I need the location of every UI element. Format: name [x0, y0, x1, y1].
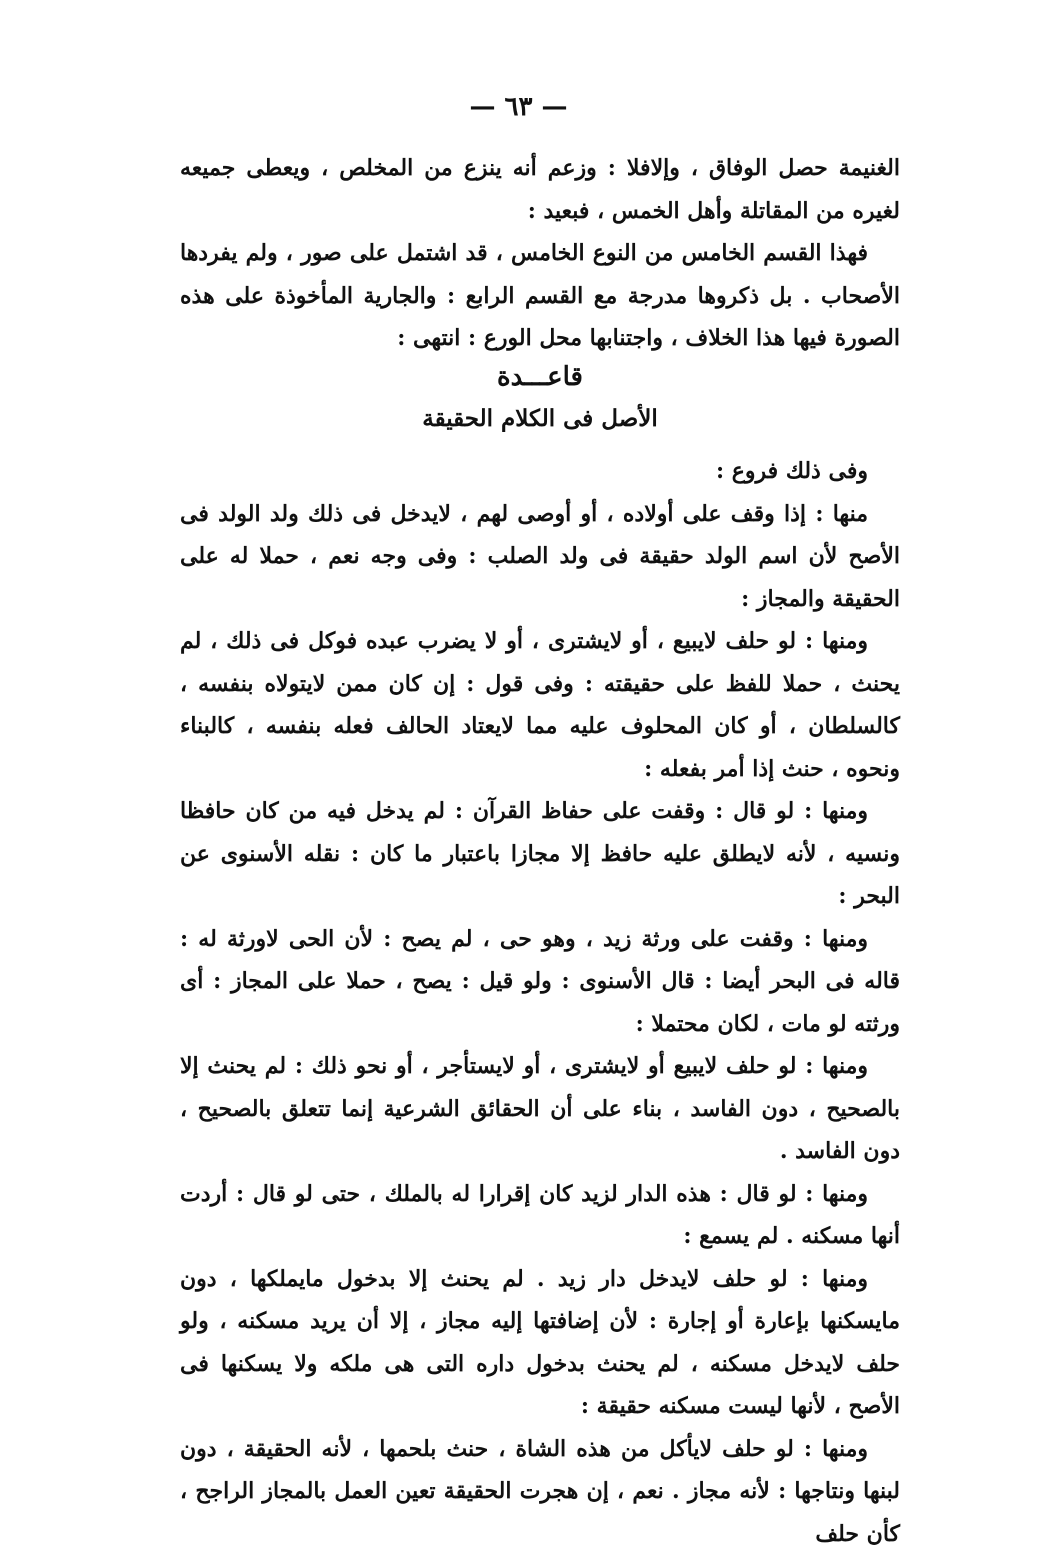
paragraph-branch-4: ومنها : وقفت على ورثة زيد ، وهو حى ، لم يصح : لأن الحى لاورثة له : قاله فى البحر أيضا : قال الأسنوى : ولو قيل : يصح ، حملا على المجاز : أى ورثته لو مات ، لكان محتملا :	[180, 918, 900, 1046]
rule-title: الأصل فى الكلام الحقيقة	[180, 405, 900, 432]
paragraph-branch-2: ومنها : لو حلف لايبيع ، أو لايشترى ، أو لا يضرب عبده فوكل فى ذلك ، لم يحنث ، حملا للفظ على حقيقته : وفى قول : إن كان ممن لايتولاه بنفسه ، كالسلطان ، أو كان المحلوف عليه مما لايعتاد الحالف فعله بنفسه ، كالبناء ونحوه ، حنث إذا أمر بفعله :	[180, 620, 900, 790]
paragraph-continuation: الغنيمة حصل الوفاق ، وإلافلا : وزعم أنه ينزع من المخلص ، ويعطى جميعه لغيره من المقاتلة وأهل الخمس ، فبعيد :	[180, 147, 900, 232]
page-number: — ٦٣ —	[0, 92, 1037, 122]
paragraph-section-summary: فهذا القسم الخامس من النوع الخامس ، قد اشتمل على صور ، ولم يفردها الأصحاب . بل ذكروها مدرجة مع القسم الرابع : والجارية المأخوذة على هذه الصورة فيها هذا الخلاف ، واجتنابها محل الورع : انتهى :	[180, 232, 900, 360]
paragraph-branch-8: ومنها : لو حلف لايأكل من هذه الشاة ، حنث بلحمها ، لأنه الحقيقة ، دون لبنها ونتاجها : لأنه مجاز . نعم ، إن هجرت الحقيقة تعين العمل بالمجاز الراجح ، كأن حلف	[180, 1428, 900, 1555]
paragraph-branch-1: منها : إذا وقف على أولاده ، أو أوصى لهم ، لايدخل فى ذلك ولد الولد فى الأصح لأن اسم الولد حقيقة فى ولد الصلب : وفى وجه نعم ، حملا له على الحقيقة والمجاز :	[180, 493, 900, 621]
paragraph-branch-5: ومنها : لو حلف لايبيع أو لايشترى ، أو لايستأجر ، أو نحو ذلك : لم يحنث إلا بالصحيح ، دون الفاسد ، بناء على أن الحقائق الشرعية إنما تتعلق بالصحيح ، دون الفاسد .	[180, 1045, 900, 1173]
paragraph-branch-7: ومنها : لو حلف لايدخل دار زيد . لم يحنث إلا بدخول مايملكها ، دون مايسكنها بإعارة أو إجارة : لأن إضافتها إليه مجاز ، إلا أن يريد مسكنه ، ولو حلف لايدخل مسكنه ، لم يحنث بدخول داره التى هى ملكه ولا يسكنها فى الأصح ، لأنها ليست مسكنه حقيقة :	[180, 1258, 900, 1428]
rule-heading: قاعـــدة	[180, 362, 900, 392]
paragraph-intro: وفى ذلك فروع :	[180, 450, 900, 493]
main-text-block	[180, 450, 900, 1555]
paragraph-branch-6: ومنها : لو قال : هذه الدار لزيد كان إقرارا له بالملك ، حتى لو قال : أردت أنها مسكنه . لم يسمع :	[180, 1173, 900, 1258]
paragraph-branch-3: ومنها : لو قال : وقفت على حفاظ القرآن : لم يدخل فيه من كان حافظا ونسيه ، لأنه لايطلق عليه حافظ إلا مجازا باعتبار ما كان : نقله الأسنوى عن البحر :	[180, 790, 900, 918]
top-text-block	[180, 147, 900, 360]
